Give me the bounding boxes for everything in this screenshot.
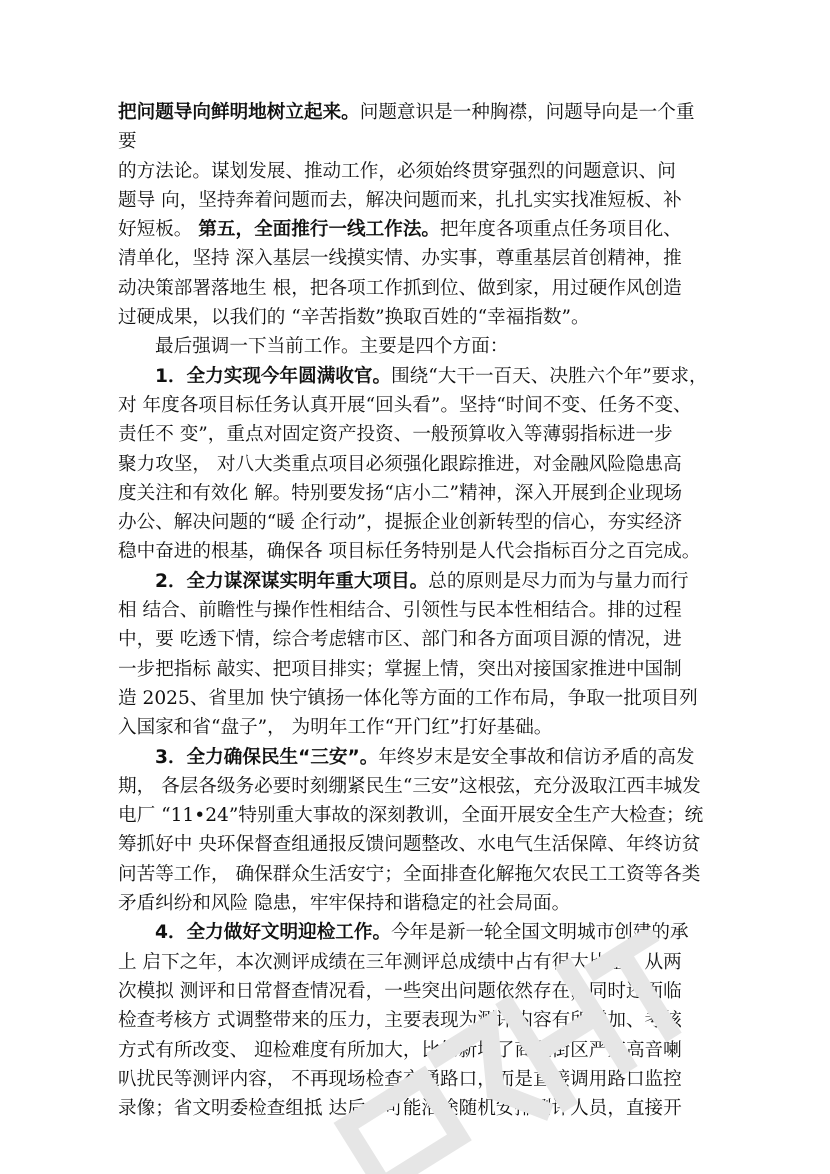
body-text: 叭扰民等测评内容， 不再现场检查交通路口，而是直接调用路口监控 xyxy=(118,1068,682,1090)
body-text: 今年是新一轮全国文明城市创建的承 xyxy=(391,922,689,944)
paragraph-line xyxy=(118,274,730,303)
body-text: 围绕“大干一百天、决胜六个年”要求， xyxy=(391,365,708,387)
body-text: 造 2025、省里加 快宁镇扬一体化等方面的工作布局，争取一批项目列 xyxy=(118,687,698,709)
paragraph-line xyxy=(118,860,730,889)
paragraph-line xyxy=(118,596,730,625)
paragraph-line xyxy=(118,420,730,449)
body-text: 上 启下之年，本次测评成绩在三年测评总成绩中占有很大比重。从两 xyxy=(118,951,682,973)
body-text: 对 年度各项目标任务认真开展“回头看”。坚持“时间不变、任务不变、 xyxy=(118,394,692,416)
document-body xyxy=(118,98,730,1123)
body-text: 把年度各项重点任务项目化、 xyxy=(440,219,682,241)
body-text: 问题意识是一种胸襟，问题导向是一个重 xyxy=(359,102,695,123)
body-text: 年终岁末是安全事故和信访矛盾的高发 xyxy=(378,746,695,768)
body-text: 过硬成果，以我们的 “辛苦指数”换取百姓的“幸福指数”。 xyxy=(118,307,590,329)
body-text: 责任不 变”，重点对固定资产投资、一般预算收入等薄弱指标进一步 xyxy=(118,424,673,446)
body-text: 方式有所改变、 迎检难度有所加大，比如新增了商业街区严禁高音喇 xyxy=(118,1039,682,1061)
paragraph-line xyxy=(118,918,730,947)
paragraph-line xyxy=(118,362,730,391)
bold-heading-text: 4．全力做好文明迎检工作。 xyxy=(155,922,392,944)
paragraph-line xyxy=(118,508,730,537)
body-text: 中，要 吃透下情，综合考虑辖市区、部门和各方面项目源的情况，进 xyxy=(118,629,682,651)
body-text: 相 结合、前瞻性与操作性相结合、引领性与民本性相结合。排的过程 xyxy=(118,600,682,622)
body-text: 问苦等工作， 确保群众生活安宁；全面排查化解拖欠农民工工资等各类 xyxy=(118,863,701,885)
paragraph-line xyxy=(118,479,730,508)
body-text: 要 xyxy=(118,131,137,153)
paragraph-line xyxy=(118,186,730,215)
paragraph-line xyxy=(118,303,730,332)
body-text: 筹抓好中 央环保督查组通报反馈问题整改、水电气生活保障、年终访贫 xyxy=(118,834,701,856)
bold-heading-text: 1．全力实现今年圆满收官。 xyxy=(155,365,392,387)
paragraph-line xyxy=(118,684,730,713)
body-text: 录像；省文明委检查组抵 达后，可能沿途随机安排测评人员，直接开 xyxy=(118,1098,682,1120)
paragraph-line xyxy=(118,391,730,420)
paragraph-line xyxy=(118,801,730,830)
body-text: 矛盾纠纷和风险 隐患，牢牢保持和谐稳定的社会局面。 xyxy=(118,893,571,915)
body-text: 的方法论。谋划发展、推动工作，必须始终贯穿强烈的问题意识、问 xyxy=(118,160,676,182)
paragraph-line xyxy=(118,1036,730,1065)
paragraph-line xyxy=(118,655,730,684)
body-text: 动决策部署落地生 根，把各项工作抓到位、做到家，用过硬作风创造 xyxy=(118,277,682,299)
body-text: 好短板。 xyxy=(118,219,199,241)
paragraph-line xyxy=(118,743,730,772)
bold-heading-text: 第五，全面推行一线工作法。 xyxy=(198,219,441,241)
paragraph-line xyxy=(118,625,730,654)
body-text: 办公、解决问题的“暖 企行动”，提振企业创新转型的信心，夯实经济 xyxy=(118,512,683,534)
body-text: 题导 向，坚持奔着问题而去，解决问题而来，扎扎实实找准短板、补 xyxy=(118,189,682,211)
paragraph-line xyxy=(118,889,730,918)
paragraph-line xyxy=(118,98,730,127)
paragraph-line xyxy=(118,977,730,1006)
paragraph-line xyxy=(118,215,730,244)
bold-heading-text: 把问题导向鲜明地树立起来。 xyxy=(118,102,360,123)
body-text: 聚力攻坚， 对八大类重点项目必须强化跟踪推进，对金融风险隐患高 xyxy=(118,453,682,475)
paragraph-line xyxy=(118,332,730,361)
body-text: 电厂 “11•24”特别重大事故的深刻教训，全面开展安全生产大检查；统 xyxy=(118,805,704,827)
body-text: 一步把指标 敲实、把项目排实；掌握上情，突出对接国家推进中国制 xyxy=(118,658,682,680)
body-text: 期， 各层各级务必要时刻绷紧民生“三安”这根弦，充分汲取江西丰城发 xyxy=(118,775,701,797)
paragraph-line xyxy=(118,772,730,801)
paragraph-line xyxy=(118,1065,730,1094)
body-text: 最后强调一下当前工作。主要是四个方面： xyxy=(155,336,509,358)
paragraph-line xyxy=(118,127,730,156)
bold-heading-text: 3．全力确保民生“三安”。 xyxy=(155,746,379,768)
paragraph-line xyxy=(118,830,730,859)
bold-heading-text: 2．全力谋深谋实明年重大项目。 xyxy=(155,570,429,592)
paragraph-line xyxy=(118,450,730,479)
paragraph-line xyxy=(118,713,730,742)
body-text: 次模拟 测评和日常督查情况看，一些突出问题依然存在，同时还面临 xyxy=(118,980,682,1002)
paragraph-line xyxy=(118,244,730,273)
body-text: 入国家和省“盘子”， 为明年工作“开门红”打好基础。 xyxy=(118,717,553,739)
paragraph-line xyxy=(118,1006,730,1035)
body-text: 检查考核方 式调整带来的压力，主要表现为测评内容有所增加、考核 xyxy=(118,1010,682,1032)
paragraph-line xyxy=(118,537,730,566)
body-text: 稳中奋进的根基，确保各 项目标任务特别是人代会指标百分之百完成。 xyxy=(118,541,701,563)
body-text: 度关注和有效化 解。特别要发扬“店小二”精神，深入开展到企业现场 xyxy=(118,482,683,504)
paragraph-line xyxy=(118,1094,730,1123)
body-text: 总的原则是尽力而为与量力而行 xyxy=(428,570,689,592)
paragraph-line xyxy=(118,567,730,596)
paragraph-line xyxy=(118,948,730,977)
paragraph-line xyxy=(118,157,730,186)
body-text: 清单化，坚持 深入基层一线摸实情、办实事，尊重基层首创精神，推 xyxy=(118,248,682,270)
